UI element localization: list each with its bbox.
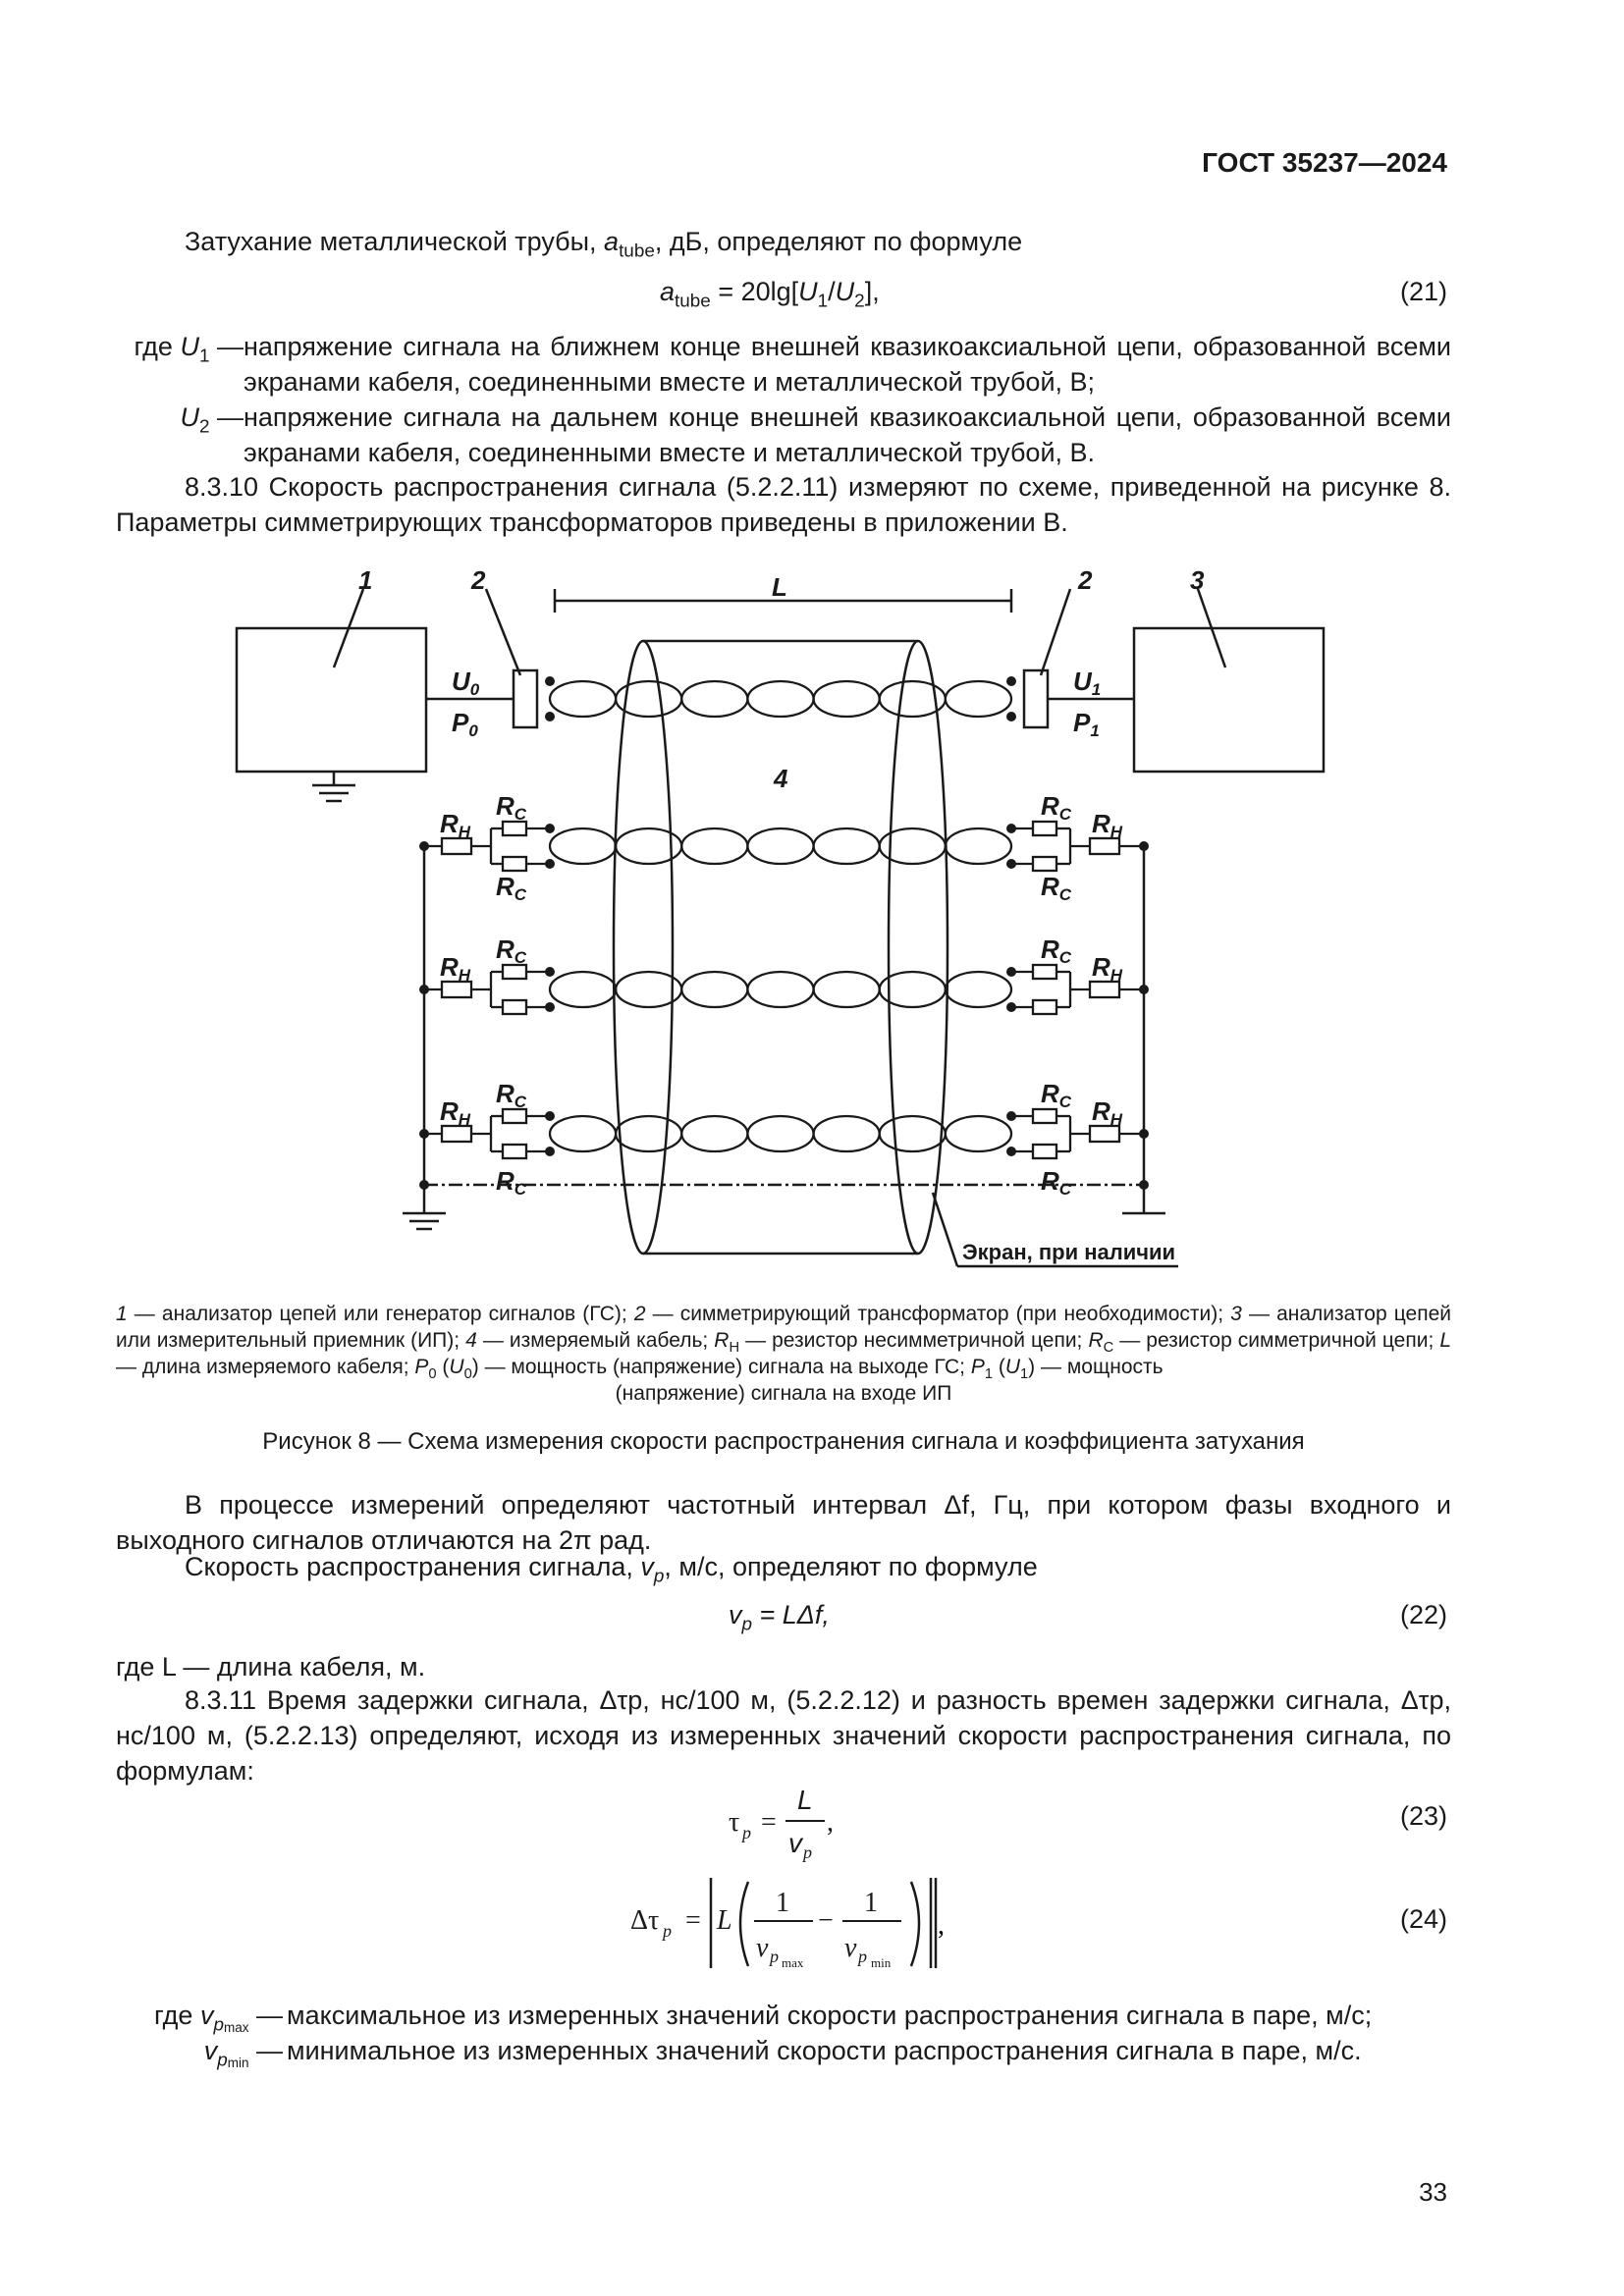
svg-text:v: v bbox=[756, 1933, 769, 1963]
figure-caption: Рисунок 8 — Схема измерения скорости распространения сигнала и коэффициента затухания bbox=[262, 1428, 1305, 1455]
svg-text:,: , bbox=[827, 1807, 834, 1838]
resistor-label: RС bbox=[496, 1166, 527, 1199]
shield-ellipse-left bbox=[614, 641, 673, 1254]
resistor-label: RС bbox=[1041, 872, 1072, 904]
resistor-label: RС bbox=[496, 872, 527, 904]
terminal-dot bbox=[1139, 841, 1149, 851]
label-U0: U0 bbox=[452, 667, 480, 699]
resistor bbox=[1033, 1000, 1056, 1014]
formula-number-21: (21) bbox=[1399, 277, 1447, 306]
resistor bbox=[1033, 1109, 1056, 1123]
svg-text:p: p bbox=[803, 1842, 812, 1862]
svg-text:p: p bbox=[742, 1823, 751, 1842]
twist-loop bbox=[681, 828, 747, 864]
generator-box bbox=[237, 628, 426, 772]
label-3: 3 bbox=[1190, 565, 1205, 595]
resistor bbox=[1033, 965, 1056, 979]
standard-header: ГОСТ 35237—2024 bbox=[1202, 147, 1447, 178]
resistor bbox=[503, 1109, 526, 1123]
twist-loop bbox=[814, 972, 880, 1007]
svg-text:=: = bbox=[685, 1905, 701, 1936]
svg-text:1: 1 bbox=[864, 1888, 878, 1918]
terminal-dot bbox=[545, 712, 555, 721]
resistor-label: RС bbox=[496, 791, 527, 824]
resistor-label: RН bbox=[1092, 1096, 1123, 1129]
terminal-dot bbox=[419, 841, 429, 851]
resistor-label: RС bbox=[1041, 791, 1072, 824]
formula-21: $a_{tube} = 20\lg[U_1/U_2]$, bbox=[660, 277, 880, 312]
twist-loop bbox=[747, 1116, 813, 1151]
resistor-label: RС bbox=[1041, 1166, 1072, 1199]
svg-text:min: min bbox=[871, 1955, 892, 1970]
resistor-label: RН bbox=[440, 1096, 471, 1129]
twist-loop bbox=[681, 1116, 747, 1151]
page-number: 33 bbox=[1419, 2177, 1447, 2207]
label-screen: Экран, при наличии bbox=[962, 1240, 1176, 1264]
svg-text:p: p bbox=[858, 1947, 867, 1966]
svg-text:L: L bbox=[717, 1905, 732, 1936]
resistor bbox=[503, 1145, 526, 1158]
twist-loop bbox=[814, 828, 880, 864]
svg-text:τ: τ bbox=[729, 1807, 740, 1838]
twist-loop bbox=[814, 681, 880, 717]
svg-text:v: v bbox=[844, 1933, 857, 1963]
svg-text:=: = bbox=[761, 1807, 777, 1838]
formula-number-23: (23) bbox=[1399, 1801, 1447, 1831]
resistor-label: RС bbox=[496, 934, 527, 967]
svg-text:max: max bbox=[782, 1955, 804, 1970]
paragraph-8-3-11: 8.3.11 Время задержки сигнала, Δτp, нс/100 м, (5.2.2.12) и разность времен задержки сигнала, Δτp, нс/100 м, (5.2.2.13) определяют, исходя из измеренных значений скорости распространения сигнала, по формулам: bbox=[116, 1685, 1451, 1786]
twist-loop bbox=[550, 828, 616, 864]
svg-text:Δτ: Δτ bbox=[630, 1905, 660, 1936]
resistor-label: RН bbox=[440, 809, 471, 841]
terminal-dot bbox=[545, 676, 555, 686]
paragraph-8-3-10: 8.3.10 Скорость распространения сигнала (5.2.2.11) измеряют по схеме, приведенной на рисунке 8. Параметры симметрирующих трансформаторов приведены в приложении В. bbox=[116, 472, 1451, 537]
svg-text:p: p bbox=[770, 1947, 779, 1966]
resistor bbox=[503, 857, 526, 871]
twist-loop bbox=[946, 828, 1011, 864]
label-P0: P0 bbox=[452, 708, 478, 740]
paragraph-process: В процессе измерений определяют частотный интервал Δf, Гц, при котором фазы входного и выходного сигналов отличаются на 2π рад. bbox=[116, 1490, 1451, 1555]
label-4: 4 bbox=[774, 764, 788, 793]
definition-row: где $v_{pmax}$ — максимальное из измеренных значений скорости распространения сигнала в паре, м/с; bbox=[154, 2001, 1373, 2036]
twist-loop bbox=[747, 972, 813, 1007]
formula-number-22: (22) bbox=[1399, 1600, 1447, 1629]
resistor bbox=[503, 965, 526, 979]
svg-text:1: 1 bbox=[776, 1888, 789, 1918]
twist-loop bbox=[946, 681, 1011, 717]
formula-number-24: (24) bbox=[1399, 1904, 1447, 1934]
twisted-pairs bbox=[419, 676, 1149, 1190]
terminal-dot bbox=[419, 985, 429, 994]
resistor bbox=[503, 822, 526, 835]
formula-21-definitions bbox=[116, 329, 1451, 470]
twist-loop bbox=[814, 1116, 880, 1151]
terminal-dot bbox=[1139, 1129, 1149, 1139]
receiver-box bbox=[1134, 628, 1324, 772]
measurement-circuit-diagram bbox=[0, 550, 1624, 1276]
twist-loop bbox=[880, 1116, 946, 1151]
balun-left bbox=[514, 670, 537, 727]
definition-22: где L — длина кабеля, м. bbox=[116, 1652, 426, 1682]
twist-loop bbox=[616, 1116, 681, 1151]
resistor-label: RН bbox=[440, 952, 471, 985]
paragraph-attenuation-intro: Затухание металлической трубы, $a_{tube}$, дБ, определяют по формуле bbox=[185, 227, 1023, 262]
twist-loop bbox=[550, 1116, 616, 1151]
svg-text:L: L bbox=[797, 1785, 813, 1815]
label-2-left: 2 bbox=[471, 565, 486, 595]
definition-row: $U_2$ — напряжение сигнала на дальнем конце внешней квазикоаксиальной цепи, образованной всеми экранами кабеля, соединенными вместе и металлической трубой, В. bbox=[180, 402, 1451, 467]
balun-right bbox=[1024, 670, 1048, 727]
terminal-dot bbox=[419, 1129, 429, 1139]
terminal-dot bbox=[419, 1180, 429, 1190]
label-L: L bbox=[772, 572, 787, 602]
twist-loop bbox=[946, 1116, 1011, 1151]
resistor-label: RН bbox=[1092, 952, 1123, 985]
label-U1: U1 bbox=[1073, 667, 1102, 699]
twist-loop bbox=[747, 681, 813, 717]
twist-loop bbox=[550, 681, 616, 717]
resistor bbox=[1033, 857, 1056, 871]
definition-row: где $U_1$ — напряжение сигнала на ближнем конце внешней квазикоаксиальной цепи, образованной всеми экранами кабеля, соединенными вместе и металлической трубой, В; bbox=[134, 332, 1451, 397]
formula-22: $v_p = L\Delta f$, bbox=[729, 1600, 830, 1635]
terminal-dot bbox=[1006, 676, 1016, 686]
twist-loop bbox=[747, 828, 813, 864]
resistor-label: RС bbox=[1041, 934, 1072, 967]
resistor-label: RС bbox=[1041, 1079, 1072, 1111]
resistor-label: RН bbox=[1092, 809, 1123, 841]
resistor bbox=[1033, 1145, 1056, 1158]
svg-text:p: p bbox=[663, 1921, 672, 1941]
resistor bbox=[503, 1000, 526, 1014]
twist-loop bbox=[946, 972, 1011, 1007]
twist-loop bbox=[681, 972, 747, 1007]
terminal-dot bbox=[1139, 1180, 1149, 1190]
twist-loop bbox=[550, 972, 616, 1007]
svg-text:−: − bbox=[818, 1905, 834, 1936]
label-P1: P1 bbox=[1073, 708, 1100, 740]
resistor-label: RС bbox=[496, 1079, 527, 1111]
formula-24 bbox=[619, 1870, 943, 1978]
definition-row: $v_{pmin}$ — минимальное из измеренных значений скорости распространения сигнала в паре, м/с. bbox=[203, 2036, 1362, 2071]
shield-ellipse-right bbox=[889, 641, 947, 1254]
twist-loop bbox=[681, 681, 747, 717]
figure-legend: 1 — анализатор цепей или генератор сигналов (ГС); 2 — симметрирующий трансформатор (при необходимости); 3 — анализатор цепей или измерительный приемник (ИП); 4 — измеряемый кабель; $R_Н$ — резистор несимметричной цепи; $R_С$ — резистор симметричной цепи; L — длина измеряемого кабеля; $P_0$ $(U_0)$ — мощность (напряжение) сигнала на выходе ГС; $P_1$ $(U_1)$ — мощность (напряжение) сигнала на входе ИП bbox=[116, 1303, 1452, 1405]
paragraph-speed: Скорость распространения сигнала, $v_p$, м/с, определяют по формуле bbox=[185, 1552, 1038, 1587]
label-2-right: 2 bbox=[1078, 565, 1093, 595]
terminal-dot bbox=[1006, 712, 1016, 721]
svg-text:v: v bbox=[788, 1828, 802, 1858]
label-1: 1 bbox=[358, 565, 373, 595]
formula-23 bbox=[687, 1782, 884, 1860]
terminal-dot bbox=[1139, 985, 1149, 994]
formula-24-definitions bbox=[116, 1998, 1373, 2071]
resistor bbox=[1033, 822, 1056, 835]
svg-text:,: , bbox=[938, 1910, 945, 1941]
